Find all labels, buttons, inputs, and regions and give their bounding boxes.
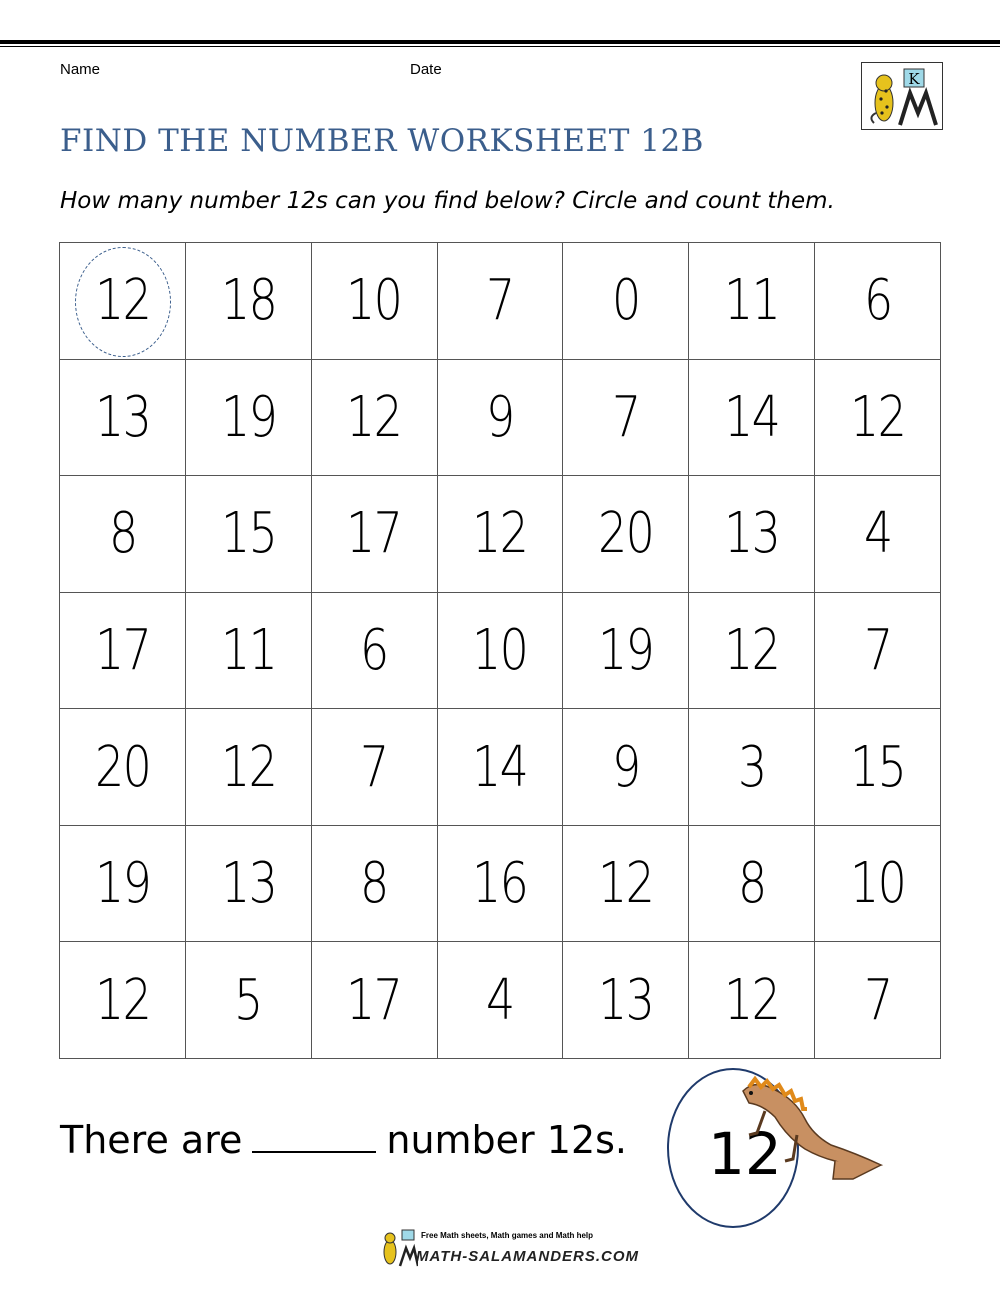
grid-number: 10 — [849, 851, 906, 917]
grid-cell[interactable] — [563, 476, 689, 593]
grid-cell[interactable] — [437, 825, 563, 942]
grid-row — [60, 942, 941, 1059]
grid-number: 7 — [863, 617, 892, 683]
grid-cell[interactable] — [815, 592, 941, 709]
grid-cell[interactable] — [311, 942, 437, 1059]
grid-cell[interactable] — [437, 709, 563, 826]
grid-number: 13 — [220, 851, 276, 917]
grid-cell[interactable] — [563, 243, 689, 360]
grid-number: 17 — [94, 617, 150, 683]
grid-number: 12 — [346, 384, 402, 450]
grid-cell[interactable] — [689, 243, 815, 360]
grid-number: 13 — [94, 384, 150, 450]
grid-number: 7 — [611, 384, 640, 450]
grid-cell[interactable] — [60, 709, 186, 826]
grid-number: 6 — [360, 617, 388, 683]
grid-cell[interactable] — [311, 476, 437, 593]
answer-suffix: number 12s. — [386, 1118, 627, 1162]
grid-number: 4 — [863, 501, 892, 567]
grid-cell[interactable] — [689, 476, 815, 593]
grid-cell[interactable] — [563, 825, 689, 942]
answer-blank[interactable] — [252, 1121, 376, 1153]
grid-number: 14 — [472, 734, 528, 800]
grid-cell[interactable] — [689, 359, 815, 476]
answer-prefix: There are — [60, 1118, 243, 1162]
grid-number: 5 — [234, 967, 263, 1033]
grid-number: 15 — [220, 501, 276, 567]
grid-cell[interactable] — [60, 592, 186, 709]
grid-number: 12 — [472, 501, 528, 567]
grid-number: 12 — [220, 734, 276, 800]
grid-cell[interactable] — [815, 942, 941, 1059]
grid-number: 12 — [849, 384, 906, 450]
grid-number: 13 — [598, 967, 654, 1033]
grid-number: 13 — [724, 501, 780, 567]
grid-cell[interactable] — [563, 359, 689, 476]
grid-cell[interactable] — [689, 825, 815, 942]
logo-letter: K — [908, 70, 920, 88]
grid-number: 3 — [737, 734, 766, 800]
grid-number: 15 — [849, 734, 906, 800]
grid-number: 9 — [486, 384, 514, 450]
grid-number: 7 — [486, 268, 514, 334]
grid-number: 19 — [598, 617, 654, 683]
instructions: How many number 12s can you find below? Circle and count them. — [60, 188, 835, 214]
grid-number: 12 — [724, 617, 780, 683]
grid-number: 16 — [472, 851, 528, 917]
grid-number: 7 — [360, 734, 388, 800]
grid-number: 19 — [94, 851, 150, 917]
grid-cell[interactable] — [815, 825, 941, 942]
grid-number: 20 — [598, 501, 654, 567]
grid-cell[interactable] — [311, 592, 437, 709]
grid-cell[interactable] — [60, 359, 186, 476]
grid-cell[interactable] — [437, 942, 563, 1059]
grid-row — [60, 825, 941, 942]
grid-row — [60, 592, 941, 709]
footer-site: MATH-SALAMANDERS.COM — [416, 1248, 640, 1265]
footer-tagline: Free Math sheets, Math games and Math help — [421, 1231, 594, 1240]
grid-cell[interactable] — [437, 243, 563, 360]
grid-number: 17 — [346, 967, 402, 1033]
footer-salamander-icon — [378, 1228, 418, 1268]
grid-cell[interactable] — [437, 592, 563, 709]
number-grid — [59, 242, 941, 1059]
grid-number: 10 — [472, 617, 528, 683]
grid-number: 12 — [94, 967, 150, 1033]
grid-number: 19 — [220, 384, 276, 450]
grid-cell[interactable] — [185, 476, 311, 593]
grid-number: 10 — [346, 268, 402, 334]
grid-cell[interactable] — [185, 243, 311, 360]
grid-number: 12 — [598, 851, 654, 917]
grid-number: 8 — [108, 501, 137, 567]
grid-number: 17 — [346, 501, 402, 567]
grid-number: 7 — [863, 967, 892, 1033]
answer-sentence — [60, 1118, 627, 1162]
grid-cell[interactable] — [815, 709, 941, 826]
grid-number: 14 — [724, 384, 780, 450]
top-rule-thin — [0, 46, 1000, 47]
grid-number: 8 — [737, 851, 766, 917]
grid-cell[interactable] — [60, 825, 186, 942]
grid-number: 11 — [724, 268, 780, 334]
grid-number: 12 — [94, 268, 150, 334]
grid-cell[interactable] — [815, 476, 941, 593]
grid-cell[interactable] — [311, 359, 437, 476]
salamander-logo-icon — [861, 62, 943, 130]
grid-cell[interactable] — [689, 942, 815, 1059]
grid-cell[interactable] — [311, 243, 437, 360]
grid-cell[interactable] — [815, 243, 941, 360]
grid-number: 0 — [611, 268, 640, 334]
grid-number: 4 — [486, 967, 514, 1033]
grid-number: 12 — [724, 967, 780, 1033]
grid-cell[interactable] — [311, 709, 437, 826]
grid-row — [60, 243, 941, 360]
grid-cell[interactable] — [185, 942, 311, 1059]
grid-number: 18 — [220, 268, 276, 334]
salamander-illustration-icon — [735, 1075, 885, 1185]
grid-cell[interactable] — [563, 942, 689, 1059]
grid-cell[interactable] — [185, 825, 311, 942]
grid-cell[interactable] — [689, 709, 815, 826]
grid-row — [60, 476, 941, 593]
grid-cell[interactable] — [815, 359, 941, 476]
grid-cell[interactable] — [437, 359, 563, 476]
date-label: Date — [410, 61, 442, 78]
name-label: Name — [60, 61, 101, 78]
grid-cell[interactable] — [185, 592, 311, 709]
grid-cell[interactable] — [311, 825, 437, 942]
page-title: FIND THE NUMBER WORKSHEET 12B — [60, 123, 704, 159]
grid-cell[interactable] — [60, 476, 186, 593]
grid-number: 6 — [863, 268, 892, 334]
grid-number: 9 — [611, 734, 640, 800]
grid-cell[interactable] — [689, 592, 815, 709]
grid-cell[interactable] — [185, 709, 311, 826]
target-number: 12 — [708, 1120, 782, 1188]
grid-cell[interactable] — [563, 709, 689, 826]
grid-number: 8 — [360, 851, 388, 917]
grid-row — [60, 359, 941, 476]
grid-number: 20 — [94, 734, 150, 800]
grid-number: 11 — [220, 617, 276, 683]
grid-cell[interactable] — [563, 592, 689, 709]
grid-cell[interactable] — [437, 476, 563, 593]
grid-row — [60, 709, 941, 826]
grid-cell[interactable] — [60, 243, 186, 360]
grid-cell[interactable] — [185, 359, 311, 476]
grid-cell[interactable] — [60, 942, 186, 1059]
top-rule — [0, 40, 1000, 44]
